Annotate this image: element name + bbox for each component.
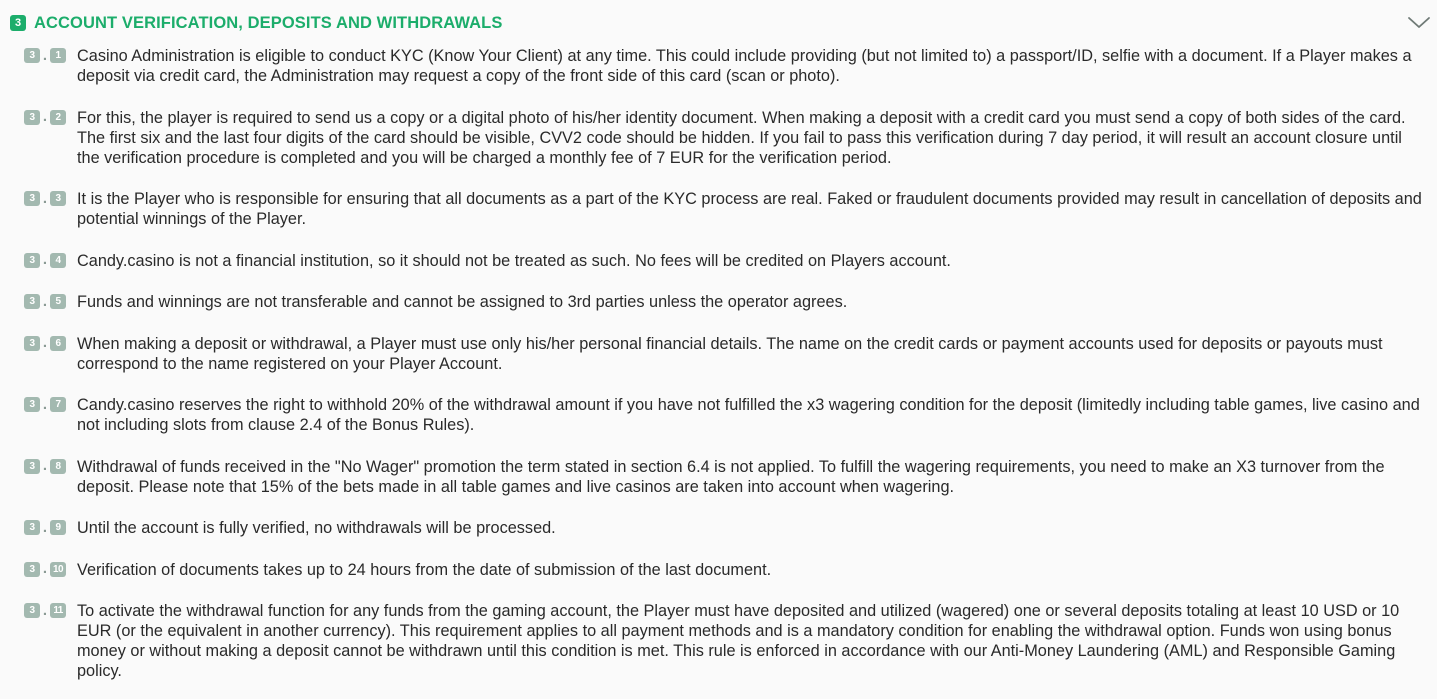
clause-item [0, 189, 1437, 229]
clause-item [0, 292, 1437, 312]
clause-number: 3 . 7 [24, 397, 66, 412]
clause-number: 3 . 6 [24, 336, 66, 351]
clause-index-badge: 9 [50, 520, 66, 535]
clause-section-badge: 3 [24, 520, 40, 535]
clause-section-badge: 3 [24, 48, 40, 63]
clause-section-badge: 3 [24, 336, 40, 351]
clause-section-badge: 3 [24, 191, 40, 206]
clause-section-badge: 3 [24, 397, 40, 412]
clause-item [0, 251, 1437, 271]
clause-text: Candy.casino reserves the right to withhold 20% of the withdrawal amount if you have not fulfilled the x3 wagering condition for the deposit (limitedly including table games, live casino and not including slots from clause 2.4 of the Bonus Rules). [77, 396, 1420, 434]
clause-number: 3 . 10 [24, 562, 66, 577]
clause-section-badge: 3 [24, 603, 40, 618]
clause-number: 3 . 5 [24, 294, 66, 309]
clause-index-badge: 7 [50, 397, 66, 412]
section-number-badge: 3 [10, 15, 26, 31]
clause-section-badge: 3 [24, 253, 40, 268]
section-title: ACCOUNT VERIFICATION, DEPOSITS AND WITHDRAWALS [34, 13, 503, 32]
clause-index-badge: 5 [50, 294, 66, 309]
clause-index-badge: 1 [50, 48, 66, 63]
clause-text: To activate the withdrawal function for any funds from the gaming account, the Player must have deposited and utilized (wagered) one or several deposits totaling at least 10 USD or 10 EUR (or the equivalent in another currency). This requirement applies to all payment methods and is a mandatory condition for enabling the withdrawal option. Funds won using bonus money or without making a deposit cannot be withdrawn until this condition is met. This rule is enforced in accordance with our Anti-Money Laundering (AML) and Responsible Gaming policy. [77, 602, 1400, 680]
clause-text: Until the account is fully verified, no withdrawals will be processed. [77, 519, 556, 537]
chevron-down-icon[interactable] [1407, 12, 1431, 32]
clause-item [0, 108, 1437, 168]
clause-index-badge: 6 [50, 336, 66, 351]
clause-index-badge: 4 [50, 253, 66, 268]
clause-number: 3 . 4 [24, 253, 66, 268]
clause-text: Candy.casino is not a financial institution, so it should not be treated as such. No fees will be credited on Players account. [77, 251, 951, 270]
clause-text: Verification of documents takes up to 24 hours from the date of submission of the last document. [77, 560, 772, 579]
clause-text: For this, the player is required to send us a copy or a digital photo of his/her identity document. When making a deposit with a credit card you must send a copy of both sides of the card. The first six and the last four digits of the card should be visible, CVV2 code should be hidden. If you fail to pass this verification during 7 day period, it will result an account closure until the verification procedure is completed and you will be charged a monthly fee of 7 EUR for the verification period. [77, 108, 1406, 167]
clause-list [0, 46, 1437, 681]
clause-item [0, 518, 1437, 538]
clause-section-badge: 3 [24, 459, 40, 474]
clause-item [0, 46, 1437, 86]
clause-text: When making a deposit or withdrawal, a Player must use only his/her personal financial details. The name on the credit cards or payment accounts used for deposits or payouts must correspond to the name registered on your Player Account. [77, 334, 1383, 373]
clause-index-badge: 8 [50, 459, 66, 474]
clause-number: 3 . 1 [24, 48, 66, 63]
clause-text: Funds and winnings are not transferable and cannot be assigned to 3rd parties unless the operator agrees. [77, 293, 848, 311]
clause-item [0, 395, 1437, 435]
clause-index-badge: 11 [50, 603, 66, 618]
clause-index-badge: 3 [50, 191, 66, 206]
clause-text: Casino Administration is eligible to conduct KYC (Know Your Client) at any time. This could include providing (but not limited to) a passport/ID, selfie with a document. If a Player makes a deposit via credit card, the Administration may request a copy of the front side of this card (scan or photo). [77, 47, 1412, 85]
clause-index-badge: 10 [50, 562, 66, 577]
clause-number: 3 . 9 [24, 520, 66, 535]
clause-item [0, 560, 1437, 580]
clause-number: 3 . 11 [24, 603, 66, 618]
clause-section-badge: 3 [24, 110, 40, 125]
clause-text: Withdrawal of funds received in the "No Wager" promotion the term stated in section 6.4 is not applied. To fulfill the wagering requirements, you need to make an X3 turnover from the deposit. Please note that 15% of the bets made in all table games and live casinos are taken into account when wagering. [77, 457, 1385, 496]
clause-index-badge: 2 [50, 110, 66, 125]
clause-item [0, 334, 1437, 374]
section-header[interactable] [0, 0, 1437, 46]
clause-number: 3 . 2 [24, 110, 66, 125]
clause-section-badge: 3 [24, 562, 40, 577]
clause-text: It is the Player who is responsible for ensuring that all documents as a part of the KYC process are real. Faked or fraudulent documents provided may result in cancellation of deposits and potential winnings of the Player. [77, 190, 1422, 228]
clause-item [0, 601, 1437, 681]
clause-item [0, 457, 1437, 497]
clause-number: 3 . 8 [24, 459, 66, 474]
clause-section-badge: 3 [24, 294, 40, 309]
clause-number: 3 . 3 [24, 191, 66, 206]
